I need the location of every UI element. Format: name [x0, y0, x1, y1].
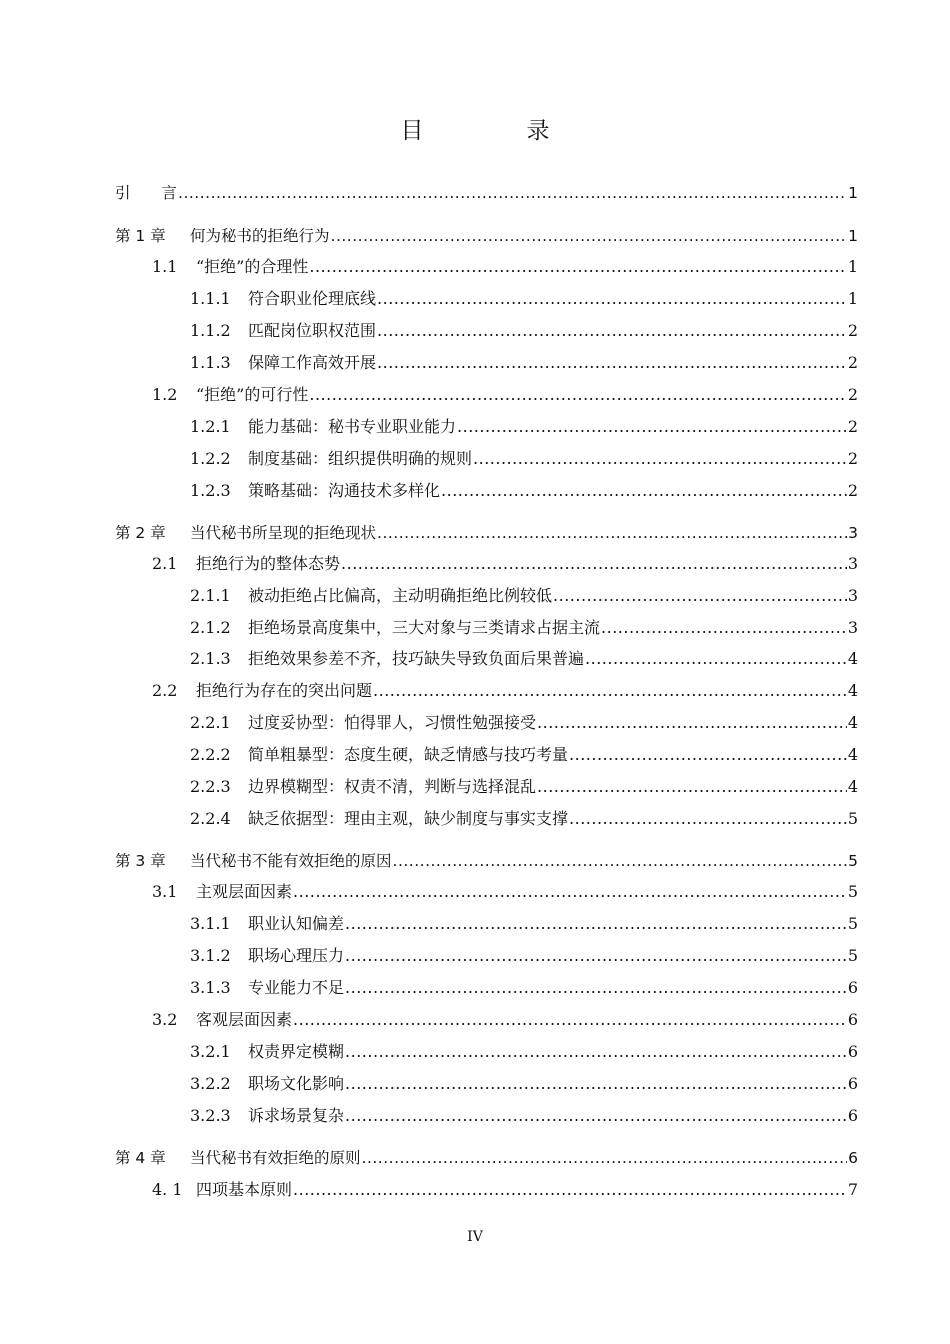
toc-entry-page: 3 [847, 586, 858, 605]
toc-entry-number: 2.1 [152, 554, 178, 573]
toc-entry[interactable] [190, 945, 858, 967]
toc-entry-number: 1.2 [152, 385, 178, 404]
toc-entry-page: 5 [847, 946, 858, 965]
toc-entry-label: 当代秘书不能有效拒绝的原因 [190, 852, 392, 870]
toc-entry-label: 专业能力不足 [248, 978, 345, 997]
toc-entry-label: 拒绝效果参差不齐，技巧缺失导致负面后果普遍 [248, 649, 585, 668]
toc-entry-label: 当代秘书所呈现的拒绝现状 [190, 524, 377, 542]
toc-entry-number: 1.1.1 [190, 289, 231, 308]
toc-entry-label: 匹配岗位职权范围 [248, 321, 377, 340]
toc-dot-leader [345, 945, 847, 967]
toc-entry-number: 1.1 [152, 257, 178, 276]
toc-entry[interactable] [190, 585, 858, 607]
toc-dot-leader [345, 1105, 847, 1127]
toc-entry-number: 2.1.3 [190, 649, 231, 668]
toc-dot-leader [601, 617, 847, 639]
toc-entry-number: 1.2.1 [190, 417, 231, 436]
toc-dot-leader [309, 384, 846, 406]
toc-entry[interactable] [190, 776, 858, 798]
toc-entry-page: 2 [847, 385, 858, 404]
toc-entry-page: 2 [847, 353, 858, 372]
toc-entry[interactable] [152, 256, 858, 278]
toc-entry-page: 7 [847, 1180, 858, 1199]
toc-entry-number: 引 言 [115, 184, 178, 202]
toc-entry[interactable] [190, 808, 858, 830]
toc-entry[interactable] [115, 850, 858, 872]
toc-entry[interactable] [190, 712, 858, 734]
toc-dot-leader [553, 585, 847, 607]
toc-dot-leader [377, 320, 847, 342]
toc-dot-leader [293, 1009, 847, 1031]
toc-entry[interactable] [190, 480, 858, 502]
toc-entry-number: 3.2 [152, 1010, 178, 1029]
toc-entry-page: 3 [848, 524, 858, 542]
toc-dot-leader [377, 522, 847, 544]
toc-dot-leader [537, 776, 847, 798]
toc-entry-page: 6 [848, 1149, 858, 1167]
toc-entry[interactable] [152, 680, 858, 702]
toc-entry-number: 3.1.3 [190, 978, 231, 997]
toc-entry[interactable] [190, 352, 858, 374]
toc-entry[interactable] [190, 1041, 858, 1063]
toc-entry-number: 3.2.2 [190, 1074, 231, 1093]
toc-entry-label: 边界模糊型：权责不清，判断与选择混乱 [248, 777, 537, 796]
toc-entry-label: 诉求场景复杂 [248, 1106, 345, 1125]
toc-entry-page: 6 [847, 1106, 858, 1125]
toc-entry-label: 职业认知偏差 [248, 914, 345, 933]
toc-entry-page: 4 [847, 649, 858, 668]
toc-entry-page: 1 [847, 289, 858, 308]
toc-entry-page: 2 [847, 321, 858, 340]
toc-dot-leader [569, 744, 847, 766]
toc-entry[interactable] [190, 617, 858, 639]
toc-entry[interactable] [190, 977, 858, 999]
toc-entry-number: 第 4 章 [115, 1149, 166, 1167]
toc-entry-page: 4 [847, 713, 858, 732]
toc-entry-number: 第 2 章 [115, 524, 166, 542]
toc-dot-leader [473, 448, 847, 470]
toc-dot-leader [178, 182, 847, 204]
toc-entry-label: “拒绝”的可行性 [196, 385, 309, 404]
toc-entry-page: 5 [847, 809, 858, 828]
toc-entry-page: 1 [847, 257, 858, 276]
toc-dot-leader [293, 1179, 847, 1201]
toc-entry[interactable] [190, 1105, 858, 1127]
toc-entry-number: 2.2.1 [190, 713, 231, 732]
toc-entry[interactable] [152, 881, 858, 903]
toc-dot-leader [345, 977, 847, 999]
toc-entry-page: 5 [847, 882, 858, 901]
toc-entry[interactable] [115, 1147, 858, 1169]
toc-entry-label: 符合职业伦理底线 [248, 289, 377, 308]
toc-entry[interactable] [190, 416, 858, 438]
toc-entry-label: 主观层面因素 [196, 882, 293, 901]
toc-entry-page: 2 [847, 417, 858, 436]
toc-dot-leader [345, 1041, 847, 1063]
toc-entry[interactable] [190, 913, 858, 935]
toc-entry-label: 简单粗暴型：态度生硬，缺乏情感与技巧考量 [248, 745, 569, 764]
page-number: IV [467, 1229, 483, 1245]
toc-entry-page: 3 [847, 554, 858, 573]
toc-entry-number: 3.1.2 [190, 946, 231, 965]
toc-dot-leader [377, 352, 847, 374]
toc-entry-number: 2.2.2 [190, 745, 231, 764]
toc-entry[interactable] [190, 320, 858, 342]
toc-entry-page: 2 [847, 449, 858, 468]
toc-entry[interactable] [115, 182, 858, 204]
toc-dot-leader [373, 680, 847, 702]
toc-entry-label: 拒绝场景高度集中，三大对象与三类请求占据主流 [248, 618, 601, 637]
toc-dot-leader [457, 416, 847, 438]
toc-entry-label: 制度基础：组织提供明确的规则 [248, 449, 473, 468]
toc-entry-label: 职场文化影响 [248, 1074, 345, 1093]
toc-entry-number: 2.2 [152, 681, 178, 700]
toc-entry-page: 6 [847, 1042, 858, 1061]
toc-dot-leader [377, 288, 847, 310]
toc-entry-label: “拒绝”的合理性 [196, 257, 309, 276]
toc-entry-page: 4 [847, 777, 858, 796]
toc-entry-label: 能力基础：秘书专业职业能力 [248, 417, 457, 436]
toc-entry-page: 1 [848, 184, 858, 202]
toc-entry[interactable] [190, 648, 858, 670]
toc-entry-page: 4 [847, 745, 858, 764]
toc-entry-label: 何为秘书的拒绝行为 [190, 227, 330, 245]
toc-dot-leader [585, 648, 847, 670]
toc-entry-number: 1.1.2 [190, 321, 231, 340]
toc-entry[interactable] [152, 384, 858, 406]
toc-entry-page: 5 [848, 852, 858, 870]
toc-dot-leader [393, 850, 848, 872]
toc-dot-leader [293, 881, 847, 903]
toc-entry-page: 1 [848, 227, 858, 245]
toc-entry-label: 客观层面因素 [196, 1010, 293, 1029]
toc-dot-leader [441, 480, 847, 502]
toc-entry[interactable] [190, 744, 858, 766]
toc-entry-label: 策略基础：沟通技术多样化 [248, 481, 441, 500]
toc-entry[interactable] [115, 225, 858, 247]
toc-entry[interactable] [190, 1073, 858, 1095]
toc-entry-number: 1.2.2 [190, 449, 231, 468]
toc-entry[interactable] [152, 1009, 858, 1031]
toc-entry[interactable] [152, 1179, 858, 1201]
toc-dot-leader [331, 225, 848, 247]
toc-entry-page: 2 [847, 481, 858, 500]
toc-entry-label: 拒绝行为存在的突出问题 [196, 681, 373, 700]
toc-entry-number: 第 3 章 [115, 852, 166, 870]
toc-dot-leader [309, 256, 846, 278]
page-title: 目 录 [400, 118, 590, 144]
toc-dot-leader [345, 913, 847, 935]
toc-entry-number: 2.2.4 [190, 809, 231, 828]
toc-entry-number: 3.1 [152, 882, 178, 901]
toc-entry-number: 2.2.3 [190, 777, 231, 796]
toc-entry[interactable] [115, 522, 858, 544]
toc-dot-leader [345, 1073, 847, 1095]
toc-dot-leader [341, 553, 847, 575]
toc-entry-page: 3 [847, 618, 858, 637]
toc-entry-label: 拒绝行为的整体态势 [196, 554, 341, 573]
toc-entry-page: 4 [847, 681, 858, 700]
toc-entry-label: 当代秘书有效拒绝的原则 [190, 1149, 361, 1167]
toc-entry-number: 2.1.1 [190, 586, 231, 605]
toc-entry-number: 3.2.3 [190, 1106, 231, 1125]
toc-entry-number: 1.1.3 [190, 353, 231, 372]
toc-entry-label: 缺乏依据型：理由主观，缺少制度与事实支撑 [248, 809, 569, 828]
toc-entry-page: 6 [847, 978, 858, 997]
toc-dot-leader [569, 808, 847, 830]
toc-entry-label: 被动拒绝占比偏高，主动明确拒绝比例较低 [248, 586, 553, 605]
toc-entry-number: 2.1.2 [190, 618, 231, 637]
toc-entry[interactable] [190, 448, 858, 470]
toc-dot-leader [537, 712, 847, 734]
toc-entry-number: 第 1 章 [115, 227, 166, 245]
toc-entry[interactable] [190, 288, 858, 310]
toc-entry-label: 保障工作高效开展 [248, 353, 377, 372]
toc-entry-label: 权责界定模糊 [248, 1042, 345, 1061]
toc-entry-number: 4. 1 [152, 1180, 183, 1199]
toc-entry-label: 过度妥协型：怕得罪人，习惯性勉强接受 [248, 713, 537, 732]
toc-dot-leader [362, 1147, 848, 1169]
toc-entry-page: 6 [847, 1010, 858, 1029]
toc-entry-number: 3.1.1 [190, 914, 231, 933]
toc-entry[interactable] [152, 553, 858, 575]
toc-entry-number: 1.2.3 [190, 481, 231, 500]
toc-entry-label: 职场心理压力 [248, 946, 345, 965]
toc-entry-label: 四项基本原则 [196, 1180, 293, 1199]
toc-entry-number: 3.2.1 [190, 1042, 231, 1061]
toc-entry-page: 5 [847, 914, 858, 933]
toc-entry-page: 6 [847, 1074, 858, 1093]
